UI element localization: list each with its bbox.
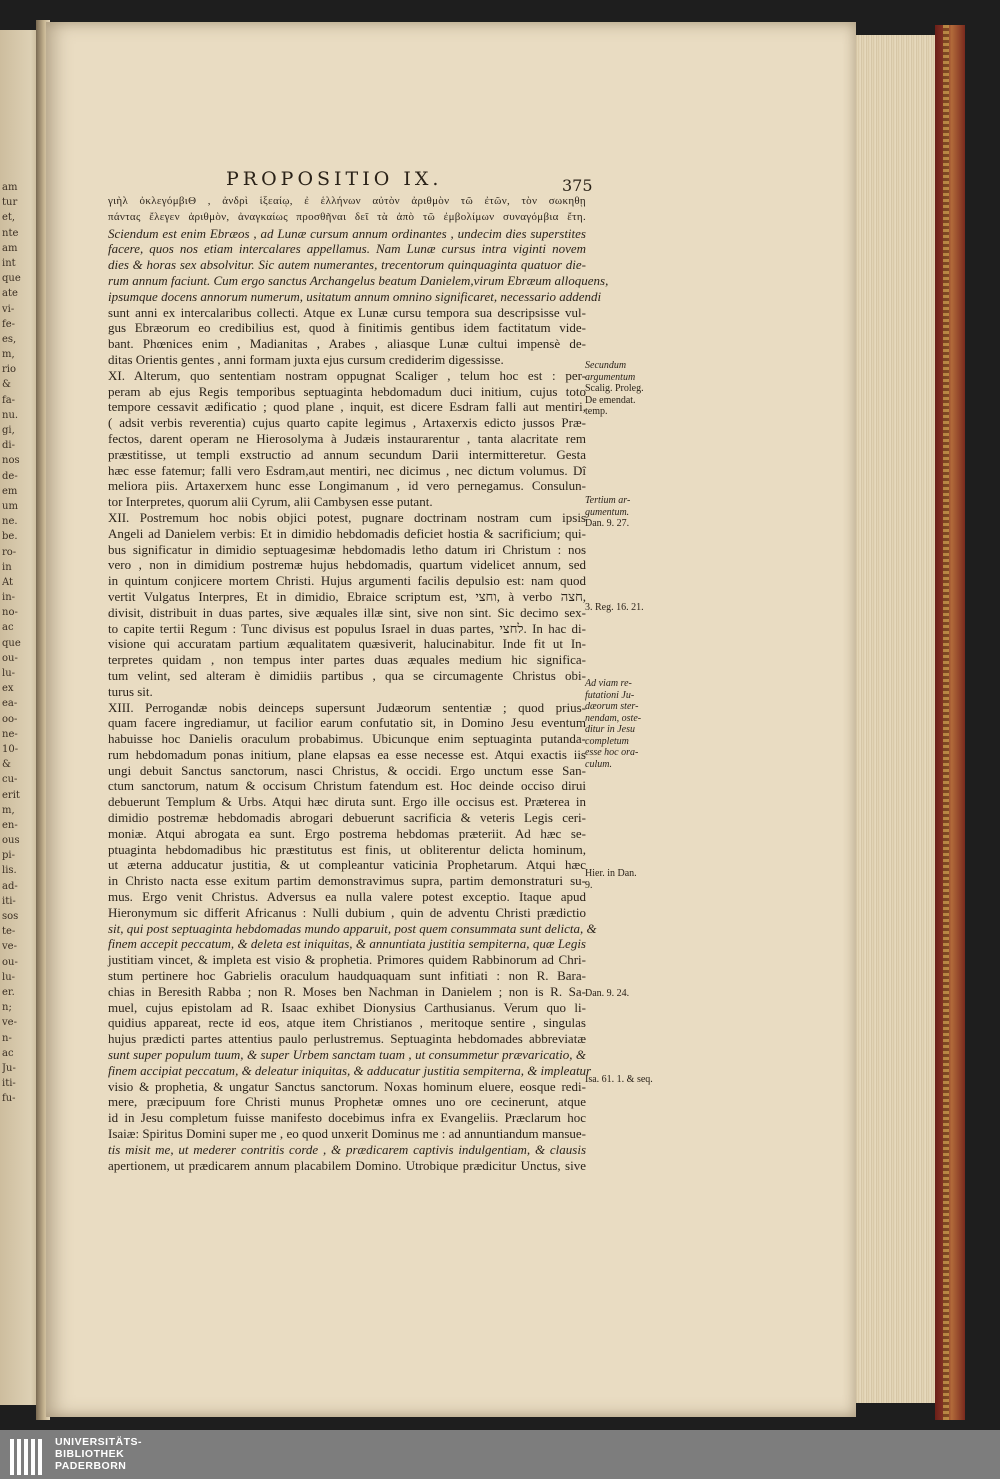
- marginal-note-line: Hier. in Dan.: [585, 868, 637, 879]
- text-line: XIII. Perrogandæ nobis deinceps supersunt Judæorum sententiæ ; quod prius-: [108, 699, 586, 715]
- left-page-fragment: cu-: [2, 774, 18, 786]
- text-line: ctum sanctorum, natum & occisum Christum fatendum est. Hoc deinde occiso dirui: [108, 778, 586, 794]
- marginal-note-line: esse hoc ora-: [585, 747, 639, 758]
- left-page-fragment: ne.: [2, 516, 18, 528]
- left-page-fragment: di-: [2, 440, 15, 452]
- left-page-fragment: ve-: [2, 941, 17, 953]
- text-line: bus significatur in dimidio septuagesimæ hebdomadis letho datum iri Christum : nos: [108, 541, 586, 557]
- left-page-fragment: n-: [2, 1032, 12, 1044]
- left-page-fragment: nos: [2, 455, 20, 467]
- text-line: facere, quos nos etiam intercalares appellamus. Nam Lunæ cursus intra viginti novem: [108, 241, 586, 257]
- left-page-fragment: no-: [2, 607, 18, 619]
- text-line: Angeli ad Danielem verbis: Et in dimidio hebdomadis deficiet hostia & sacrificium; qui-: [108, 525, 586, 541]
- text-line: in Christo nacta esse exitum partim demonstravimus supra, partim demonstraturi su-: [108, 873, 586, 889]
- text-line: id in Jesu completum fuisse manifesto docebimus infra ex Evangeliis. Præclarum hoc: [108, 1110, 586, 1126]
- left-page-fragment: fa-: [2, 394, 16, 406]
- library-footer-bar: [0, 1430, 1000, 1479]
- marginal-note: [585, 1074, 657, 1086]
- marginal-note-line: Isa. 61. 1. & seq.: [585, 1074, 653, 1085]
- left-page-fragment: tur: [2, 197, 18, 209]
- left-page-fragment: nu.: [2, 409, 19, 421]
- text-line: XI. Alterum, quo sententiam nostram oppugnat Scaliger , telum hoc est : per-: [108, 367, 586, 383]
- left-page-fragment: fu-: [2, 1093, 16, 1105]
- marginal-note-line: Scalig. Proleg.: [585, 383, 644, 394]
- marginal-note-line: completum: [585, 735, 629, 747]
- book-cover-edge: [935, 25, 965, 1420]
- left-page-fragment: ro-: [2, 546, 17, 558]
- left-page-fragment: nte: [2, 227, 19, 239]
- left-page-fragment: ad-: [2, 880, 18, 892]
- left-page-fragment: rio: [2, 364, 16, 376]
- left-page-fragment: ac: [2, 622, 14, 634]
- left-page-fragment: iti-: [2, 1078, 16, 1090]
- text-line: dies & horas sex absolvitur. Sic autem numerantes, trecentorum quinquaginta quatuor die-: [108, 257, 586, 273]
- marginal-note-line: argumentum: [585, 371, 636, 383]
- marginal-note: [585, 678, 657, 770]
- library-name-line: UNIVERSITÄTS-: [55, 1436, 143, 1448]
- text-line: vero , non in dimidium postremæ hujus hebdomadis, quartum videlicet annum, sed: [108, 557, 586, 573]
- left-page-fragment: 10-: [2, 743, 19, 755]
- left-page-fragment: lis.: [2, 865, 17, 877]
- left-page-fragment: ate: [2, 288, 18, 300]
- left-page-fragment: te-: [2, 926, 16, 938]
- text-line: turus sit.: [108, 683, 153, 699]
- text-line: mere, præcipuum fore Christi munus Prophetæ omnes uno ore cecinerunt, atque: [108, 1094, 586, 1110]
- left-page-fragment: in-: [2, 592, 16, 604]
- left-page-fragment: en-: [2, 819, 18, 831]
- left-page-fragment: de-: [2, 470, 18, 482]
- text-line: hujus prædicti partes attentius paulo perlustremus. Septuaginta hebdomades abbreviatæ: [108, 1031, 586, 1047]
- text-line: hæc esse fatemur; falli vero Esdram,aut mentiri, nec dicimus , nec dictum volumus. Dî: [108, 462, 586, 478]
- left-page-fragment: At: [2, 576, 14, 588]
- page-edges: [852, 35, 940, 1403]
- text-line: apertionem, ut prædicarem annum placabilem Domino. Utrobique prædicitur Unctus, sive: [108, 1157, 586, 1173]
- left-page-fragment: lu-: [2, 668, 16, 679]
- text-line: in quintum conjicere mortem Christi. Hujus argumenti facilis depulsio est: nam quod: [108, 573, 586, 589]
- text-line: tum velint, sed alteram è dimidiis partibus , qua se circumagente Christus obi-: [108, 667, 586, 683]
- left-page-fragment: ac: [2, 1047, 14, 1059]
- library-name-line: BIBLIOTHEK: [55, 1448, 125, 1460]
- text-line: πάντας ἔλεγεν ἀριθμὸν, ἀναγκαίως προσθῆναι δεῖ τὰ ἀπὸ τῶ ἐμβολίμων συναγόμβια ἔτη.: [108, 210, 586, 223]
- marginal-note: [585, 602, 657, 614]
- text-line: vertit Vulgatus Interpres, Et in dimidio, Ebraice scriptum est, וחצי, à verbo חצה,: [108, 588, 587, 604]
- text-line: bant. Phœnices enim , Madianitas , Arabes , aliasque Lunæ cultui impensè de-: [108, 336, 586, 352]
- left-page-fragment: am: [2, 242, 18, 254]
- marginal-note-line: nendam, oste-: [585, 712, 642, 724]
- text-line: chias in Beresith Rabba ; non R. Moses ben Nachman in Danielem ; non is R. Sa-: [108, 983, 586, 999]
- left-page-fragment: erit: [2, 789, 20, 801]
- text-line: justitiam vincet, & impleta est visio & prophetia. Primores quidem Rabbinorum ad Chri-: [108, 952, 586, 968]
- left-page-fragment: lu-: [2, 971, 16, 983]
- text-line: tis misit me, ut mederer contritis corde , & prædicarem captivis indulgentiam, & clausis: [108, 1141, 586, 1157]
- text-line: ungi debuit Sanctus sanctorum, nasci Christus, & occidi. Ergo unctum esse San-: [108, 762, 586, 778]
- text-line: Isaiæ: Spiritus Domini super me , eo quod unxerit Dominus me : ad annuntiandum mansue-: [108, 1126, 586, 1142]
- left-page-fragment: in: [2, 561, 12, 573]
- text-line: sunt anni ex intercalaribus collecti. Atque ex Lunæ cursu tempora sua descripsisse vul-: [108, 304, 586, 320]
- left-page-fragment: um: [2, 500, 18, 512]
- text-line: sunt super populum tuum, & super Urbem sanctam tuam , ut consummetur prævaricatio, &: [108, 1047, 586, 1063]
- marginal-note-line: gumentum.: [585, 506, 630, 518]
- text-line: rum annum faciunt. Cum ergo sanctus Archangelus beatum Danielem,virum Ebræum alloquens,: [108, 272, 609, 288]
- text-line: quidius appareat, recte id eos, atque item Christianos , meritoque sentire , singulas: [108, 1015, 586, 1031]
- text-line: visio & prophetia, & ungatur Sanctus sanctorum. Noxas hominum eluere, eosque redi-: [108, 1078, 586, 1094]
- left-page-fragment: oo-: [2, 713, 18, 725]
- text-line: ptuaginta hebdomadibus hic præstitutus est finis, ut obliterentur delicta hominum,: [108, 841, 586, 857]
- marginal-note: [585, 360, 657, 418]
- marginal-note-line: ditur in Jesu: [585, 724, 635, 735]
- text-line: quam facere ingrediamur, ut facilior earum confutatio sit, in Domino Jesu eventum: [108, 715, 586, 731]
- text-line: sit, qui post septuaginta hebdomadas mundo apparuit, post quem consummata sunt delicta, &: [108, 920, 597, 936]
- marginal-note-line: culum.: [585, 758, 612, 770]
- page-number: 375: [562, 176, 593, 195]
- text-line: mus. Ergo venit Christus. Adversus ea nulla valere potest exceptio. Itaque apud: [108, 889, 586, 905]
- text-line: Sciendum est enim Ebræos , ad Lunæ cursum annum ordinantes , undecim dies superstites: [108, 225, 586, 241]
- marginal-note: [585, 868, 657, 891]
- left-page-fragment: m,: [2, 349, 15, 361]
- marginal-note-line: De emendat.: [585, 394, 636, 406]
- text-line: finem accepit peccatum, & deleta est iniquitas, & annuntiata justitia sempiterna, quæ Legis: [108, 936, 586, 952]
- text-line: habuisse hoc Danielis oraculum probabimus. Ubicunque enim septuaginta putanda-: [108, 731, 586, 747]
- text-line: rum hebdomadum ponas initium, plane elapsas ea esse necesse est. Atqui exactis iis: [108, 746, 586, 762]
- text-line: ipsumque docens annorum numerum, usitatum annum omnino significaret, necessario addendi: [108, 288, 602, 304]
- text-line: ditas Orientis gentes , anni formam juxta ejus cursum crediderim digessisse.: [108, 351, 504, 367]
- left-page-fragment: es,: [2, 333, 17, 345]
- left-page-fragment: be.: [2, 531, 18, 543]
- text-line: terpretes quidam , non tempus inter partes duas æquales medium hic significa-: [108, 652, 586, 668]
- left-page-fragment: que: [2, 273, 21, 285]
- left-page-fragment: ea-: [2, 698, 18, 710]
- text-line: moniæ. Atqui abrogata ea sunt. Ergo postrema hebdomas præteriit. Ad hæc se-: [108, 825, 586, 841]
- text-line: tor Interpretes, quorum alii Cyrum, alii Cambysen esse putant.: [108, 494, 433, 510]
- text-line: ( adsit verbis reverentia) cujus quarto capite legimus , Artaxerxis edicto jussos Præ-: [108, 415, 586, 431]
- left-page-fragment: em: [2, 485, 18, 497]
- text-line: debuerunt Templum & Urbs. Atqui hæc diruta sunt. Ergo ille occisus est. Præterea in: [108, 794, 586, 810]
- left-page-fragment: gi,: [2, 425, 15, 436]
- text-line: fectos, darent operam ne Hierosolyma à Judæis instaurarentur , tanta alacritate rem: [108, 430, 586, 446]
- left-page-fragment: &: [2, 759, 11, 771]
- left-page-fragment: fe-: [2, 318, 15, 330]
- text-line: visione qui accuratam partium æqualitatem quæsiverit, halucinabitur. Inde fit ut In-: [108, 636, 586, 652]
- left-page-fragment: que: [2, 637, 21, 649]
- text-line: peram ab ejus Regis temporibus septuaginta hebdomadum duci initium, cujus toto: [108, 383, 586, 399]
- library-name-line: PADERBORN: [55, 1460, 127, 1472]
- text-line: γιὴλ ὀκλεγόμβιΘ , ἀνδρὶ ἱξεαίῳ, ἐ ἑλλήνων αὐτὸν ἀριθμὸν τῶ ἐτῶν, τὸν σωκηθῃ: [108, 195, 586, 207]
- marginal-note-line: Secundum: [585, 360, 627, 371]
- text-line: tempore cessavit ædificatio ; quod plane , inquit, est dicere Esdram falli aut mentiri,: [108, 399, 586, 415]
- left-page-fragment: ex: [2, 683, 14, 695]
- marginal-note-line: dæorum ster-: [585, 701, 639, 712]
- left-page-fragment: vi-: [2, 303, 15, 315]
- left-page-fragment: m,: [2, 804, 15, 816]
- left-page-fragment: &: [2, 379, 11, 391]
- running-head: PROPOSITIO IX.: [226, 168, 443, 190]
- marginal-note-line: Ad viam re-: [585, 678, 632, 689]
- text-line: dimidio postremæ hebdomadis abrogari debuerunt sacrificia & veteris Legis ceri-: [108, 810, 586, 826]
- marginal-note: [585, 495, 657, 530]
- text-line: meliora piis. Artaxerxem hunc esse Longimanum , id vero pernegamus. Consulun-: [108, 478, 586, 494]
- left-page-fragment: ve-: [2, 1017, 17, 1029]
- library-name: [55, 1436, 142, 1472]
- left-page-fragment: int: [2, 257, 16, 269]
- marginal-note-line: 9.: [585, 879, 593, 891]
- marginal-note-line: Tertium ar-: [585, 495, 631, 506]
- left-page-fragment: ous: [2, 835, 20, 847]
- left-page-fragment: Ju-: [2, 1062, 16, 1074]
- left-page-fragment: pi-: [2, 850, 15, 862]
- marginal-note-line: temp.: [585, 406, 608, 417]
- marginal-note-line: futationi Ju-: [585, 689, 635, 701]
- marginal-note: [585, 988, 657, 1000]
- marginal-note-line: Dan. 9. 27.: [585, 518, 630, 529]
- left-page-fragment: sos: [2, 911, 19, 922]
- marginal-note-line: 3. Reg. 16. 21.: [585, 602, 644, 613]
- library-logo-icon: [10, 1435, 48, 1475]
- left-page-fragment: iti-: [2, 895, 16, 907]
- left-page-fragment: n;: [2, 1002, 12, 1014]
- text-line: Hieronymum sic differit Africanus : Nulli dubium , quin de adventu Christi prædictio: [108, 904, 586, 920]
- text-line: ut æterna adducatur justitia, & ut compleantur vaticinia Prophetarum. Atqui hæc: [108, 857, 586, 873]
- text-line: præstitisse, ut templi exstructio ad annum secundum Darii intermitteretur. Gesta: [108, 446, 586, 462]
- text-line: gus Ebræorum eo credibilius est, quod à finitimis gentibus idem factitatum vide-: [108, 320, 586, 336]
- left-page-fragment: ou-: [2, 956, 18, 968]
- text-line: divisit, distribuit in duas partes, sive æquales illæ sint, sive non sint. Sic decimo sex-: [108, 604, 586, 620]
- text-line: to capite tertii Regum : Tunc divisus est populus Israel in duas partes, לחצי. In hac di-: [108, 620, 586, 636]
- left-page-fragment: ne-: [2, 728, 18, 740]
- left-page-fragment: ou-: [2, 652, 18, 664]
- left-page-fragment: et,: [2, 212, 16, 224]
- text-line: muel, cujus epistolam ad R. Isaac exhibet Dionysius Carthusianus. Verum quo li-: [108, 999, 586, 1015]
- text-line: XII. Postremum hoc nobis objici potest, pugnare doctrinam nostram cum ipsis: [108, 509, 586, 525]
- left-page-fragment: er.: [2, 986, 15, 998]
- text-line: finem accipiat peccatum, & deleatur iniquitas, & adducatur justitia sempiterna, & impleatur: [108, 1062, 592, 1078]
- marginal-note-line: Dan. 9. 24.: [585, 988, 630, 999]
- text-line: stum pertinere hoc Gabrielis oraculum haudquaquam sunt infitiati : non R. Bara-: [108, 968, 586, 984]
- left-page-fragment: am: [2, 182, 18, 193]
